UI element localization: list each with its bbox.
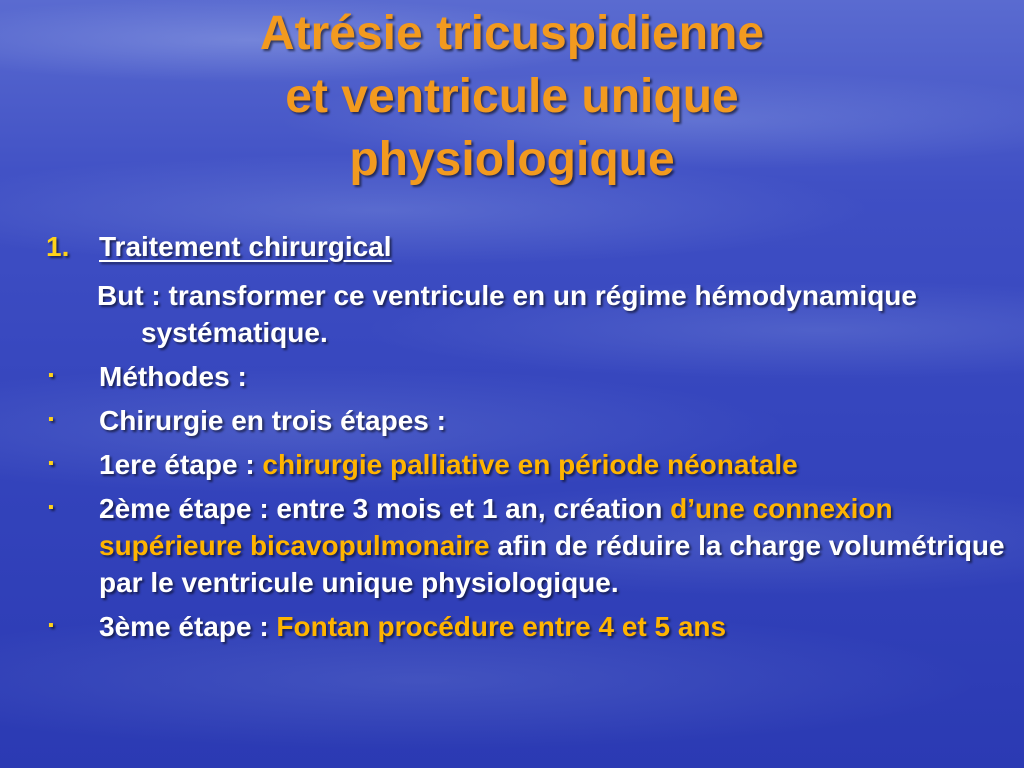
- section-number: 1.: [46, 231, 70, 262]
- bullet-icon: ▪: [48, 367, 54, 384]
- section-heading-row: [46, 228, 1006, 265]
- title-line-3: physiologique: [349, 133, 675, 186]
- bullet-prefix: 3ème étape :: [99, 611, 277, 642]
- bullet-icon: ▪: [48, 617, 54, 634]
- goal-text: But : transformer ce ventricule en un régime hémodynamique systématique.: [97, 280, 917, 348]
- bullet-icon: ▪: [48, 499, 54, 516]
- title-line-2: et ventricule unique: [285, 70, 739, 123]
- slide-title: [0, 2, 1024, 191]
- bullet-icon: ▪: [48, 455, 54, 472]
- bullet-item-step-1: [46, 446, 1006, 483]
- title-line-1: Atrésie tricuspidienne: [259, 7, 765, 60]
- bullet-text: Méthodes :: [99, 361, 247, 392]
- bullet-item-methods: [46, 358, 1006, 395]
- bullet-suffix: afin de réduire la charge volumétrique par le ventricule unique physiologique.: [99, 530, 1005, 598]
- bullet-icon: ▪: [48, 411, 54, 428]
- slide-content: [46, 228, 1006, 645]
- bullet-highlight: d’une connexion supérieure bicavopulmonaire: [99, 493, 893, 561]
- bullet-prefix: 1ere étape :: [99, 449, 263, 480]
- bullet-text: Chirurgie en trois étapes :: [99, 405, 446, 436]
- bullet-item-step-3: [46, 608, 1006, 645]
- bullet-highlight: chirurgie palliative en période néonatale: [262, 449, 798, 480]
- bullet-highlight: Fontan procédure entre 4 et 5 ans: [276, 611, 727, 642]
- bullet-item-three-steps: [46, 402, 1006, 439]
- bullet-item-step-2: [46, 490, 1006, 601]
- section-heading: Traitement chirurgical: [99, 231, 392, 262]
- bullet-prefix: 2ème étape : entre 3 mois et 1 an, création: [99, 493, 671, 524]
